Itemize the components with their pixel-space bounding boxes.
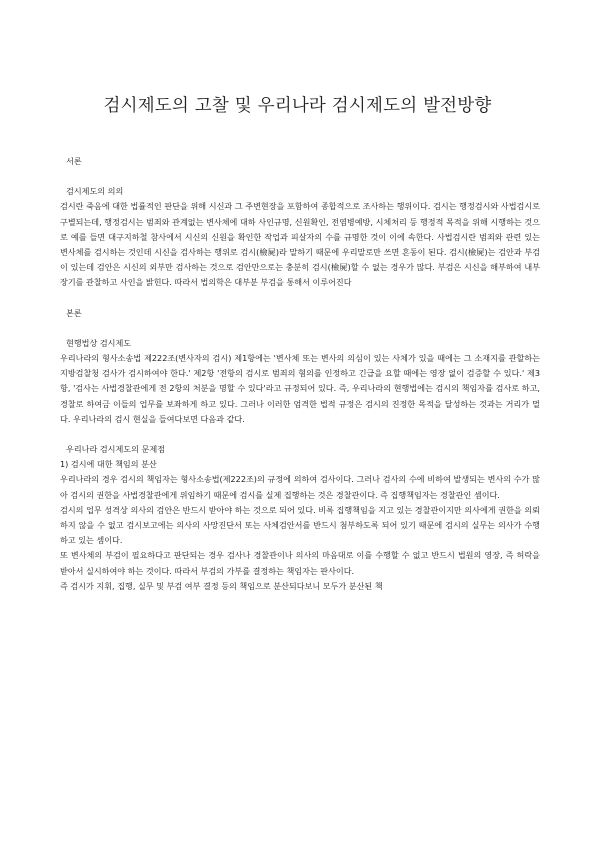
paragraph-problem-1: 우리나라의 경우 검시의 책임자는 형사소송법(제222조)의 규정에 의하여 검사이다. 그러나 검사의 수에 비하여 발생되는 변사의 수가 많아 검시의 권한을 사법경찰관에게 위임하기 때문에 검시를 실제 집행하는 것은 경찰관이다. 즉 집행책임자는 경찰관인 셈이다. xyxy=(60,474,540,500)
section-heading-intro: 서론 xyxy=(66,156,82,166)
subheading-definition: 검시제도의 의의 xyxy=(66,186,124,197)
paragraph-problem-3: 또 변사체의 부검이 필요하다고 판단되는 경우 검사나 경찰관이나 의사의 마음대로 이를 수행할 수 없고 반드시 법원의 영장, 즉 허락을 받아서 실시하여야 하는 것이다. 따라서 부검의 가부를 결정하는 책임자는 판사이다. xyxy=(60,550,540,576)
subheading-problems: 우리나라 검시제도의 문제점 xyxy=(66,444,165,455)
paragraph-problem-4: 즉 검시가 지휘, 집행, 실무 및 부검 여부 결정 등의 책임으로 분산되다보니 모두가 분산된 책 xyxy=(60,580,383,591)
section-heading-body: 본론 xyxy=(66,307,82,318)
paragraph-problem-2: 검시의 업무 성격상 의사의 검안은 반드시 받아야 하는 것으로 되어 있다. 비록 집행책임을 지고 있는 경찰관이지만 의사에게 권한을 의뢰하지 않을 수 없고 검시보고에는 의사의 사망진단서 또는 사체검안서를 반드시 첨부하도록 되어 있기 때문에 검시의 실무는 의사가 수행하고 있는 셈이다. xyxy=(60,504,540,546)
document-title: 검시제도의 고찰 및 우리나라 검시제도의 발전방향 xyxy=(103,96,492,116)
paragraph-current-law: 우리나라의 형사소송법 제222조(변사자의 검시) 제1항에는 '변사체 또는 변사의 의심이 있는 사체가 있을 때에는 그 소재지를 관할하는 지방검찰청 검사가 검시하여야 한다.' 제2항 '전항의 검시로 범죄의 혐의를 인정하고 긴급을 요할 때에는 영장 없이 검증할 수 있다.' 제3항, '검사는 사법경찰관에게 전 2항의 처분을 명할 수 있다'라고 규정되어 있다. 즉, 우리나라의 현행법에는 검시의 책임자를 검사로 하고, 경찰로 하여금 이들의 업무를 보좌하게 하고 있다. 그러나 이러한 엄격한 법적 규정은 검시의 진정한 목적을 달성하는 것과는 거리가 멀다. 우리나라의 검시 현실을 들여다보면 다음과 같다. xyxy=(60,353,540,424)
document-body xyxy=(60,154,540,594)
subheading-current-law: 현행법상 검시제도 xyxy=(66,337,132,348)
paragraph-definition: 검시란 죽음에 대한 법률적인 판단을 위해 시신과 그 주변현장을 포함하여 종합적으로 조사하는 행위이다. 검시는 행정검시와 사법검시로 구별되는데, 행정검시는 범죄와 관계없는 변사체에 대하 사인규명, 신원확인, 전염병예방, 시체처리 등 행정적 목적을 위해 시행하는 것으로 예를 들면 대구지하철 참사에서 시신의 신원을 확인한 작업과 피살자의 수를 규명한 것이 이에 속한다. 사법검시란 범죄와 관련 있는 변사체를 검시하는 것인데 시신을 검사하는 행위로 검시(檢屍)라 말하기 때문에 우리말로만 쓰면 혼동이 된다. 검시(檢屍)는 검안과 부검이 있는데 검안은 시신의 외부만 검사하는 것으로 검안만으로는 충분히 검시(檢屍)할 수 없는 경우가 많다. 부검은 시신을 해부하여 내부장기를 관찰하고 사인을 밝힌다. 따라서 법의학은 대부분 부검을 통해서 이루어진다 xyxy=(60,201,540,288)
problem-item-heading: 1) 검시에 대한 책임의 분산 xyxy=(60,459,157,470)
